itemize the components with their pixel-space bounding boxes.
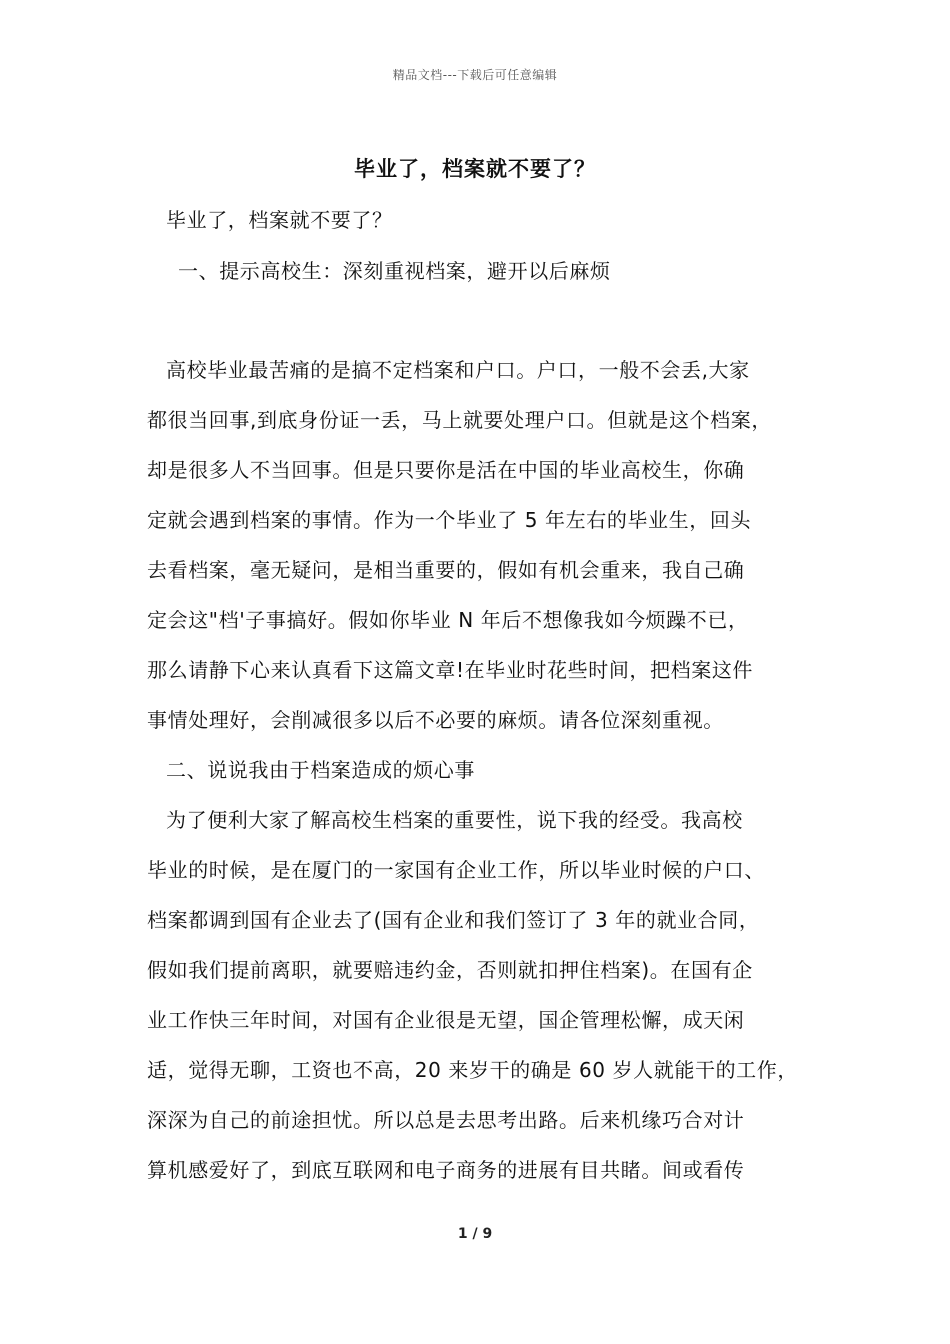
paragraph-line: 业工作快三年时间，对国有企业很是无望，国企管理松懈，成天闲 xyxy=(147,1008,745,1032)
paragraph-line: 假如我们提前离职，就要赔违约金，否则就扣押住档案)。在国有企 xyxy=(147,958,753,982)
paragraph-line: 却是很多人不当回事。但是只要你是活在中国的毕业高校生，你确 xyxy=(147,458,745,482)
paragraph-line: 事情处理好，会削减很多以后不必要的麻烦。请各位深刻重视。 xyxy=(147,708,724,732)
page-header: 精品文档---下载后可任意编辑 xyxy=(392,68,558,82)
page-separator: / xyxy=(472,1226,478,1242)
paragraph-line: 都很当回事,到底身份证一丢，马上就要处理户口。但就是这个档案， xyxy=(147,408,772,432)
section-2-heading: 二、说说我由于档案造成的烦心事 xyxy=(166,758,475,782)
paragraph-line: 档案都调到国有企业去了(国有企业和我们签订了 3 年的就业合同， xyxy=(147,908,760,932)
paragraph-line: 定会这"档'子事搞好。假如你毕业 N 年后不想像我如今烦躁不已， xyxy=(147,608,749,632)
page-number xyxy=(0,1226,950,1242)
section-1-heading: 一、提示高校生：深刻重视档案，避开以后麻烦 xyxy=(178,259,611,283)
document-subtitle: 毕业了，档案就不要了？ xyxy=(166,208,393,232)
document-title: 毕业了，档案就不要了？ xyxy=(354,157,596,181)
paragraph-line: 去看档案，毫无疑问，是相当重要的，假如有机会重来，我自己确 xyxy=(147,558,745,582)
paragraph-line: 定就会遇到档案的事情。作为一个毕业了 5 年左右的毕业生，回头 xyxy=(147,508,752,532)
paragraph-line: 毕业的时候，是在厦门的一家国有企业工作，所以毕业时候的户口、 xyxy=(147,858,765,882)
paragraph-line: 那么请静下心来认真看下这篇文章!在毕业时花些时间，把档案这件 xyxy=(147,658,754,682)
paragraph-line: 高校毕业最苦痛的是搞不定档案和户口。户口，一般不会丢,大家 xyxy=(166,358,750,382)
paragraph-line: 为了便利大家了解高校生档案的重要性，说下我的经受。我高校 xyxy=(166,808,743,832)
paragraph-line: 算机感爱好了，到底互联网和电子商务的进展有目共睹。间或看传 xyxy=(147,1158,745,1182)
paragraph-line: 深深为自己的前途担忧。所以总是去思考出路。后来机缘巧合对计 xyxy=(147,1108,745,1132)
current-page: 1 xyxy=(457,1226,468,1242)
total-pages: 9 xyxy=(482,1226,493,1242)
paragraph-line: 适，觉得无聊，工资也不高，20 来岁干的确是 60 岁人就能干的工作， xyxy=(147,1058,798,1082)
